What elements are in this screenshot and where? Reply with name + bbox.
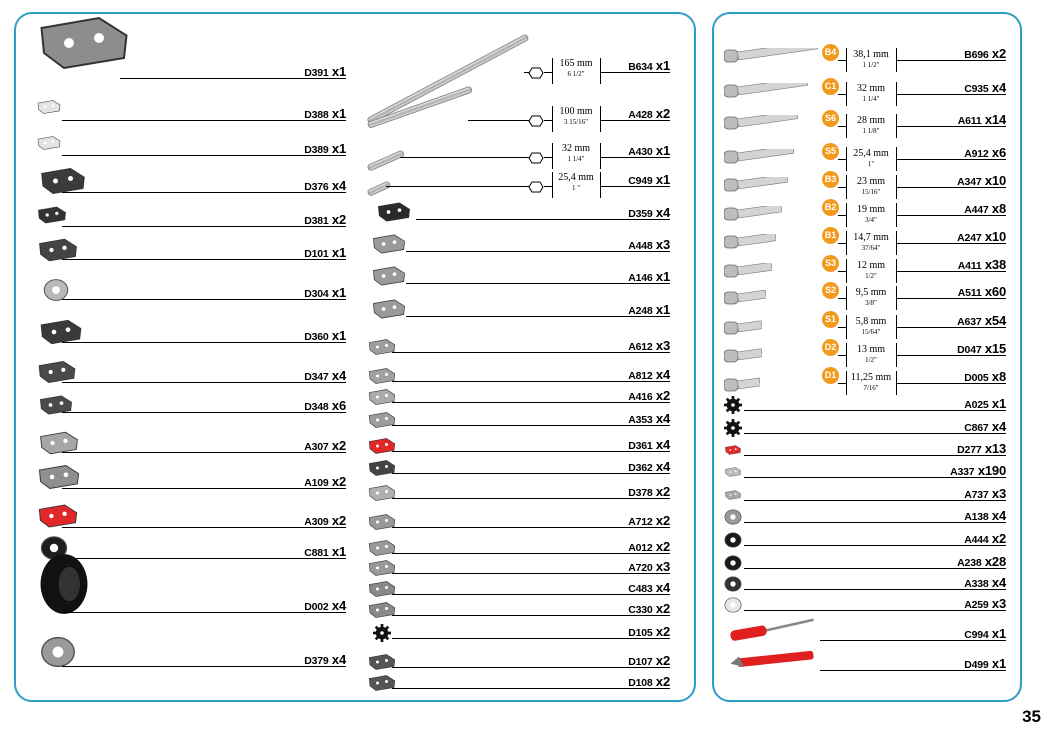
dimension-bar [600,143,601,169]
part-code: D381 [304,215,329,227]
part-code: A447 [964,204,989,216]
red-nut-icon [724,441,742,459]
leader-line [838,355,846,356]
leader-line [838,60,846,61]
part-quantity: x2 [328,513,346,528]
bolt-length-mm: 11,25 mm [850,372,892,383]
part-code: A338 [964,578,989,590]
part-quantity: x1 [328,245,346,260]
part-quantity: x2 [652,106,670,121]
part-code: A637 [957,316,982,328]
part-quantity: x4 [328,178,346,193]
rod-length-inch: 1 " [571,184,581,192]
part-quantity: x10 [981,229,1006,244]
screwdriver-icon [724,618,820,644]
white-bracket-icon [36,127,62,159]
part-quantity: x3 [988,596,1006,611]
part-code: D362 [628,462,653,474]
part-quantity: x1 [328,544,346,559]
bolt-length-mm: 5,8 mm [855,316,887,327]
part-code: D360 [304,331,329,343]
bolt-length-inch: 1 1/4" [862,95,880,103]
part-quantity: x6 [328,398,346,413]
part-code: D107 [628,656,653,668]
part-quantity: x1 [328,141,346,156]
small-eye-icon [364,601,400,619]
part-quantity: x4 [652,411,670,426]
part-code: A138 [964,511,989,523]
bolt-size-badge: B2 [822,199,839,216]
part-quantity: x1 [652,58,670,73]
leader-line [838,159,846,160]
part-code: D348 [304,401,329,413]
part-code: A712 [628,516,653,528]
page-number: 35 [1022,707,1041,726]
part-code: A912 [964,148,989,160]
part-quantity: x1 [328,106,346,121]
part-quantity: x4 [652,580,670,595]
washer-icon [724,508,742,526]
part-quantity: x28 [981,554,1006,569]
bolt-length-mm: 32 mm [856,83,886,94]
part-code: A347 [957,176,982,188]
red-connector-icon [364,437,400,455]
bolt-icon [724,149,794,165]
bolt-length-mm: 28 mm [856,115,886,126]
rod-dimension [553,173,599,193]
part-quantity: x2 [328,438,346,453]
bolt-length-inch: 3/8" [865,299,877,307]
part-code: A337 [950,466,975,478]
part-quantity: x2 [328,474,346,489]
bolt-length-inch: 15/64" [861,328,881,336]
bolt-icon [724,234,776,250]
part-quantity: x6 [988,145,1006,160]
rod-dimension [553,59,599,79]
part-code: B634 [628,61,653,73]
bolt-icon [724,48,818,64]
part-quantity: x15 [981,341,1006,356]
part-quantity: x1 [328,328,346,343]
part-quantity: x2 [652,601,670,616]
bolt-length-inch: 1/2" [865,272,877,280]
part-code: C867 [964,422,989,434]
bolt-length-mm: 25,4 mm [853,148,889,159]
metal-plate-icon [34,4,134,82]
bolt-size-badge: S2 [822,282,839,299]
part-code: D361 [628,440,653,452]
part-code: D105 [628,627,653,639]
bolt-size-badge: S1 [822,311,839,328]
rod-length-mm: 32 mm [561,143,591,154]
small-collar-icon [724,575,742,593]
part-code: C935 [964,83,989,95]
bolt-length-inch: 37/64" [861,244,881,252]
part-code: A248 [628,305,653,317]
bolt-size-badge: B1 [822,227,839,244]
rod-length-mm: 165 mm [559,58,593,69]
dark-cap-icon [364,674,400,692]
rod-dimension [553,144,599,164]
part-quantity: x4 [988,419,1006,434]
leader-line [838,243,846,244]
crank-icon [364,484,400,502]
black-collar-icon [724,531,742,549]
bolt-dimension [847,288,895,308]
lock-nut-icon [724,486,742,504]
part-quantity: x2 [988,46,1006,61]
part-code: D359 [628,208,653,220]
part-quantity: x2 [652,624,670,639]
leader-line [838,271,846,272]
part-code: A812 [628,370,653,382]
part-code: D347 [304,371,329,383]
part-code: A353 [628,414,653,426]
bolt-length-inch: 1 1/8" [862,127,880,135]
part-code: C949 [628,175,653,187]
part-quantity: x10 [981,173,1006,188]
bolt-dimension [847,116,895,136]
bolt-dimension [847,84,895,104]
nut-icon [724,463,742,481]
bolt-length-mm: 14,7 mm [853,232,889,243]
leader-line [838,383,846,384]
leader-line [544,72,552,73]
bolt-length-inch: 15/16" [861,188,881,196]
part-code: A259 [964,599,989,611]
angle-bracket-icon [364,338,400,356]
wheel-hub-icon [36,634,80,670]
part-quantity: x3 [652,559,670,574]
leader-line [544,120,552,121]
part-code: A307 [304,441,329,453]
part-quantity: x2 [652,539,670,554]
clear-collar-icon [724,596,742,614]
part-code: A428 [628,109,653,121]
part-code: C881 [304,547,329,559]
eye-bracket-icon [364,539,400,557]
part-quantity: x2 [328,212,346,227]
bolt-icon [724,320,762,336]
bolt-size-badge: D1 [822,367,839,384]
leader-line [400,157,532,158]
part-quantity: x4 [328,652,346,667]
part-quantity: x2 [652,484,670,499]
hex-marker-icon [528,67,544,79]
part-code: A247 [957,232,982,244]
bolt-icon [724,290,766,306]
part-quantity: x3 [988,486,1006,501]
black-collar-icon [724,554,742,572]
bolt-dimension [847,149,895,169]
part-code: C330 [628,604,653,616]
part-code: A012 [628,542,653,554]
part-code-label [304,652,346,731]
bolt-length-inch: 1 1/2" [862,61,880,69]
bolt-dimension [847,317,895,337]
bolt-length-inch: 3/4" [865,216,877,224]
spring-icon [364,411,400,429]
part-quantity: x1 [988,396,1006,411]
leader-line [838,126,846,127]
part-code: A737 [964,489,989,501]
part-code: D389 [304,144,329,156]
part-quantity: x2 [652,674,670,689]
part-quantity: x4 [328,598,346,613]
part-code: D499 [964,659,989,671]
part-code: A611 [957,115,982,127]
bolt-dimension [847,177,895,197]
bolt-dimension [847,50,895,70]
black-gear-icon [724,396,742,414]
bolt-icon [724,348,762,364]
leader-line [838,327,846,328]
leader-line [838,187,846,188]
bolt-length-inch: 1" [867,160,875,168]
bolt-icon [724,377,760,393]
part-code: C994 [964,629,989,641]
part-quantity: x1 [988,656,1006,671]
part-quantity: x1 [328,285,346,300]
part-quantity: x4 [652,205,670,220]
tyre-icon [36,552,92,616]
part-code: D379 [304,655,329,667]
part-quantity: x54 [981,313,1006,328]
part-code: D391 [304,67,329,79]
part-code: D002 [304,601,329,613]
rod-length-mm: 100 mm [559,106,593,117]
bolt-length-mm: 23 mm [856,176,886,187]
bolt-size-badge: S5 [822,143,839,160]
leader-line [468,120,532,121]
dimension-bar [600,106,601,132]
part-code: A720 [628,562,653,574]
part-code: A416 [628,391,653,403]
rod-length-mm: 25,4 mm [558,172,594,183]
part-quantity: x14 [981,112,1006,127]
part-code: D388 [304,109,329,121]
part-quantity: x2 [652,513,670,528]
part-quantity: x4 [988,575,1006,590]
part-quantity: x4 [652,459,670,474]
leader-line [838,94,846,95]
dimension-bar [600,172,601,198]
part-quantity: x1 [652,269,670,284]
part-quantity: x38 [981,257,1006,272]
bolt-length-inch: 1/2" [865,356,877,364]
bolt-dimension [847,205,895,225]
u-bracket-icon [364,201,424,223]
bolt-icon [724,206,782,222]
dark-pin-icon [364,459,400,477]
black-gear-small-icon [724,419,742,437]
small-bracket-icon [364,367,400,385]
part-code: A109 [304,477,329,489]
part-quantity: x4 [988,80,1006,95]
part-code: A448 [628,240,653,252]
part-quantity: x2 [652,388,670,403]
part-code: B696 [964,49,989,61]
part-code: D304 [304,288,329,300]
bolt-size-badge: B3 [822,171,839,188]
rod-dimension [553,107,599,127]
part-quantity: x4 [652,437,670,452]
leader-line [386,186,532,187]
small-eye-icon [364,580,400,598]
bolt-icon [724,83,808,99]
part-quantity: x2 [652,653,670,668]
part-code: D005 [964,372,989,384]
dimension-bar [600,58,601,84]
part-code: A238 [957,557,982,569]
rod-length-inch: 6 1/2" [567,70,585,78]
bolt-length-mm: 19 mm [856,204,886,215]
part-code: A511 [957,287,982,299]
bolt-length-mm: 12 mm [856,260,886,271]
part-quantity: x2 [988,531,1006,546]
part-code: D047 [957,344,982,356]
part-quantity: x1 [328,64,346,79]
leader-line [544,186,552,187]
part-code: D376 [304,181,329,193]
bolt-length-mm: 9,5 mm [855,287,887,298]
rod-length-inch: 3 15/16" [563,118,589,126]
part-quantity: x1 [988,626,1006,641]
part-quantity: x13 [981,441,1006,456]
part-code-label [628,674,670,731]
bolt-dimension [847,373,895,393]
part-code: A612 [628,341,653,353]
bolt-size-badge: B4 [822,44,839,61]
bolt-length-mm: 38,1 mm [853,49,889,60]
part-code: A146 [628,272,653,284]
hex-marker-icon [528,152,544,164]
part-code-label [964,656,1006,731]
bolt-size-badge: S6 [822,110,839,127]
bolt-size-badge: S3 [822,255,839,272]
spring-strip-icon [364,388,400,406]
part-code: A430 [628,146,653,158]
bolt-size-badge: D2 [822,339,839,356]
part-code: D378 [628,487,653,499]
leader-line [544,157,552,158]
part-quantity: x3 [652,338,670,353]
bolt-dimension [847,345,895,365]
bolt-icon [724,115,798,131]
bolt-dimension [847,233,895,253]
double-bracket-icon [364,559,400,577]
bolt-length-mm: 13 mm [856,344,886,355]
part-quantity: x190 [974,463,1006,478]
hex-marker-icon [528,115,544,127]
part-quantity: x1 [652,172,670,187]
part-code: A025 [964,399,989,411]
part-quantity: x3 [652,237,670,252]
part-quantity: x4 [328,368,346,383]
part-code: A411 [957,260,982,272]
bolt-length-inch: 7/16" [863,384,879,392]
bolt-icon [724,177,788,193]
rod-length-inch: 1 1/4" [567,155,585,163]
part-quantity: x8 [988,201,1006,216]
dark-post-icon [364,653,400,671]
part-quantity: x1 [652,302,670,317]
part-code: A309 [304,516,329,528]
part-code: D108 [628,677,653,689]
bolt-size-badge: C1 [822,78,839,95]
part-code: A444 [964,534,989,546]
spanner-icon [724,648,820,674]
eye-bracket-icon [364,513,400,531]
hex-marker-icon [528,181,544,193]
leader-line [838,215,846,216]
part-quantity: x60 [981,284,1006,299]
part-code: D101 [304,248,329,260]
part-quantity: x4 [652,367,670,382]
part-code: D277 [957,444,982,456]
black-gear-icon [364,624,400,642]
part-quantity: x1 [652,143,670,158]
part-quantity: x8 [988,369,1006,384]
white-bracket-icon [36,90,62,124]
part-code: C483 [628,583,653,595]
leader-line [838,298,846,299]
bolt-icon [724,263,772,279]
bolt-dimension [847,261,895,281]
part-quantity: x4 [988,508,1006,523]
